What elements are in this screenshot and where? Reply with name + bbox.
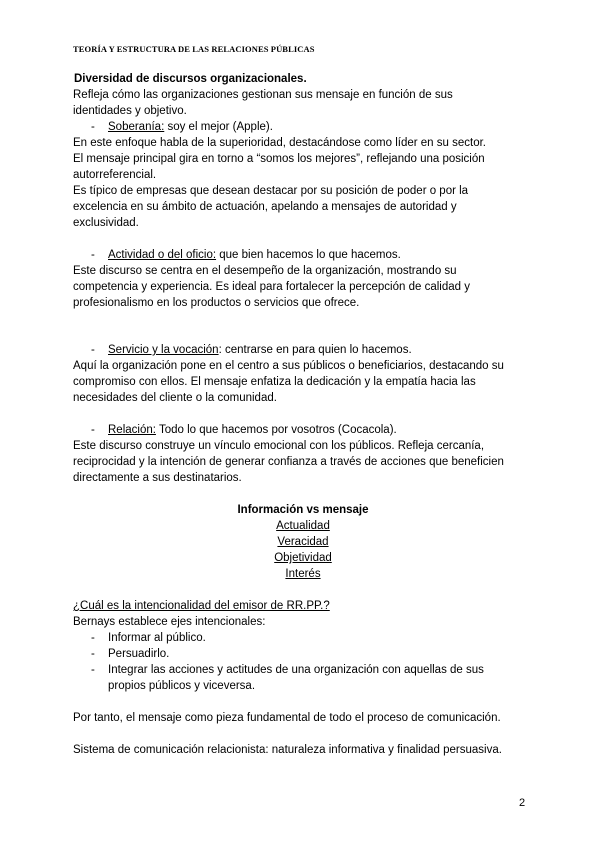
paragraph-line: exclusividad. (73, 217, 139, 229)
list-item-informar: - Informar al público. (91, 632, 206, 644)
item-text: Todo lo que hacemos por vosotros (Cocacola). (155, 424, 397, 436)
paragraph-line: Aquí la organización pone en el centro a sus públicos o beneficiarios, destacando su (73, 360, 504, 372)
item-label: Relación: (108, 424, 156, 436)
criterion-objetividad: Objetividad (274, 552, 332, 564)
list-item-integrar: - Integrar las acciones y actitudes de una organización con aquellas de sus (91, 664, 484, 676)
paragraph-line: Este discurso se centra en el desempeño de la organización, mostrando su (73, 265, 457, 277)
list-item-soberania: - Soberanía: soy el mejor (Apple). (91, 121, 273, 133)
paragraph-line: excelencia en su ámbito de actuación, apelando a mensajes de autoridad y (73, 201, 457, 213)
section-title-informacion: Información vs mensaje (237, 504, 369, 516)
paragraph-line: necesidades del cliente o la comunidad. (73, 392, 277, 404)
list-item-actividad: - Actividad o del oficio: que bien hacemos lo que hacemos. (91, 249, 401, 261)
list-item-persuadir: - Persuadirlo. (91, 648, 170, 660)
paragraph-line: compromiso con ellos. El mensaje enfatiza la dedicación y la empatía hacia las (73, 376, 476, 388)
criterion-veracidad: Veracidad (277, 536, 329, 548)
item-text: soy el mejor (Apple). (164, 121, 273, 133)
list-item-relacion: - Relación: Todo lo que hacemos por vosotros (Cocacola). (91, 424, 397, 436)
page-number: 2 (519, 797, 526, 809)
criterion-actualidad: Actualidad (276, 520, 330, 532)
list-item-servicio: - Servicio y la vocación: centrarse en para quien lo hacemos. (91, 344, 412, 356)
item-label: Servicio y la vocación (108, 344, 219, 356)
item-label: Actividad o del oficio: (108, 249, 217, 261)
paragraph-line: directamente a sus destinatarios. (73, 472, 242, 484)
running-header: TEORÍA Y ESTRUCTURA DE LAS RELACIONES PÚBLICAS (73, 44, 315, 54)
intro-line: identidades y objetivo. (73, 105, 187, 117)
intro-line: Refleja cómo las organizaciones gestionan sus mensaje en función de sus (73, 89, 453, 101)
paragraph-line: Este discurso construye un vínculo emocional con los públicos. Refleja cercanía, (73, 440, 485, 452)
item-text: que bien hacemos lo que hacemos. (216, 249, 401, 261)
list-item-integrar-cont: propios públicos y viceversa. (108, 680, 256, 692)
paragraph-line: Por tanto, el mensaje como pieza fundamental de todo el proceso de comunicación. (73, 712, 501, 724)
question-heading: ¿Cuál es la intencionalidad del emisor de RR.PP.? (73, 600, 330, 612)
criterion-interes: Interés (285, 568, 321, 580)
section-title-diversidad: Diversidad de discursos organizacionales. (74, 73, 307, 85)
paragraph-line: competencia y experiencia. Es ideal para fortalecer la percepción de calidad y (73, 281, 470, 293)
paragraph-line: reciprocidad y la intención de generar confianza a través de acciones que beneficien (73, 456, 504, 468)
item-text: : centrarse en para quien lo hacemos. (218, 344, 412, 356)
paragraph-line: Bernays establece ejes intencionales: (73, 616, 266, 628)
item-label: Soberanía: (108, 121, 165, 133)
paragraph-line: profesionalismo en los productos o servicios que ofrece. (73, 297, 360, 309)
paragraph-line: Sistema de comunicación relacionista: naturaleza informativa y finalidad persuasiva. (73, 744, 502, 756)
paragraph-line: En este enfoque habla de la superioridad, destacándose como líder en su sector. (73, 137, 486, 149)
paragraph-line: Es típico de empresas que desean destacar por su posición de poder o por la (73, 185, 469, 197)
paragraph-line: El mensaje principal gira en torno a “somos los mejores”, reflejando una posición (73, 153, 485, 165)
page-content (73, 71, 533, 758)
paragraph-line: autorreferencial. (73, 169, 157, 181)
